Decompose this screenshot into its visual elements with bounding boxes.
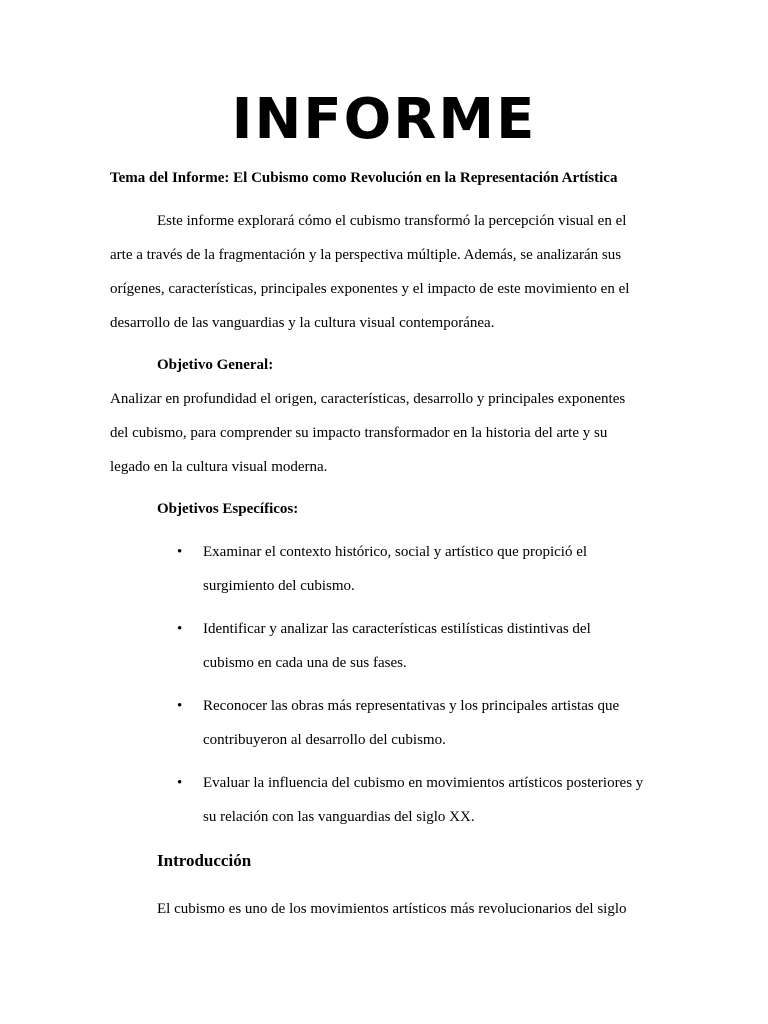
subject-line: Tema del Informe: El Cubismo como Revolución en la Representación Artística — [110, 170, 618, 186]
intro-line: desarrollo de las vanguardias y la cultura visual contemporánea. — [110, 315, 495, 331]
intro-line: orígenes, características, principales exponentes y el impacto de este movimiento en el — [110, 281, 630, 297]
introduction-line: El cubismo es uno de los movimientos artísticos más revolucionarios del siglo — [157, 901, 627, 917]
general-objective-line: Analizar en profundidad el origen, características, desarrollo y principales exponentes — [110, 391, 626, 407]
list-item-line: surgimiento del cubismo. — [203, 578, 355, 594]
list-item-line: contribuyeron al desarrollo del cubismo. — [203, 732, 446, 748]
bullet-icon: • — [177, 621, 183, 637]
list-item-line: Examinar el contexto histórico, social y artístico que propició el — [203, 544, 588, 560]
bullet-icon: • — [177, 544, 183, 560]
bullet-icon: • — [177, 775, 183, 791]
general-objective-heading: Objetivo General: — [157, 357, 274, 373]
document-title: INFORME — [231, 87, 537, 152]
bullet-icon: • — [177, 698, 183, 714]
list-item-line: Evaluar la influencia del cubismo en movimientos artísticos posteriores y — [203, 775, 644, 791]
general-objective-line: del cubismo, para comprender su impacto transformador en la historia del arte y su — [110, 425, 608, 441]
list-item-line: Identificar y analizar las características estilísticas distintivas del — [203, 621, 591, 637]
list-item-line: Reconocer las obras más representativas y los principales artistas que — [203, 698, 620, 714]
introduction-heading: Introducción — [157, 851, 252, 870]
intro-line: Este informe explorará cómo el cubismo transformó la percepción visual en el — [157, 213, 627, 229]
list-item-line: su relación con las vanguardias del siglo XX. — [203, 809, 475, 825]
intro-line: arte a través de la fragmentación y la perspectiva múltiple. Además, se analizarán sus — [110, 247, 622, 263]
specific-objectives-heading: Objetivos Específicos: — [157, 501, 299, 517]
list-item-line: cubismo en cada una de sus fases. — [203, 655, 407, 671]
general-objective-line: legado en la cultura visual moderna. — [110, 459, 328, 475]
